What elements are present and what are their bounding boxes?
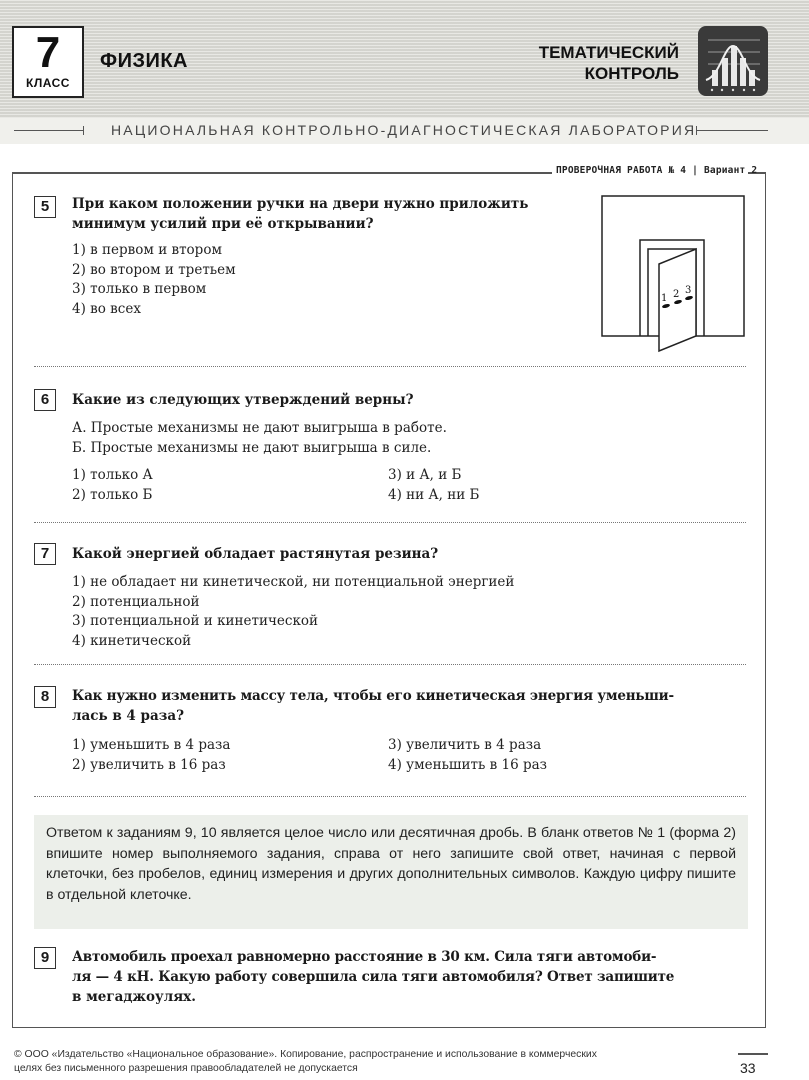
control-title-line2: КОНТРОЛЬ <box>584 64 679 83</box>
copyright-footer <box>14 1048 694 1076</box>
question-6-statement-a: А. Простые механизмы не дают выигрыша в работе. <box>72 420 447 436</box>
question-8-option-3[interactable]: 3) увеличить в 4 раза <box>388 737 542 753</box>
question-5-text: При каком положении ручки на двери нужно приложить минимум усилий при её открывании? <box>72 196 529 232</box>
door-figure <box>600 194 748 354</box>
page-number-rule <box>738 1053 768 1055</box>
question-number-9: 9 <box>34 947 56 969</box>
svg-text:2: 2 <box>673 289 680 300</box>
question-7-option-2[interactable]: 2) потенциальной <box>72 593 200 610</box>
svg-text:1: 1 <box>661 293 668 304</box>
question-5-option-2[interactable]: 2) во втором и третьем <box>72 261 236 278</box>
laboratory-row <box>0 118 809 144</box>
question-9-text-line3: в мегаджоулях. <box>72 989 196 1005</box>
question-5-option-4[interactable]: 4) во всех <box>72 300 141 317</box>
laboratory-name: НАЦИОНАЛЬНАЯ КОНТРОЛЬНО-ДИАГНОСТИЧЕСКАЯ ЛАБОРАТОРИЯ <box>111 122 697 138</box>
question-divider <box>34 366 746 367</box>
question-7-option-3[interactable]: 3) потенциальной и кинетической <box>72 613 319 629</box>
question-7-option-1[interactable]: 1) не обладает ни кинетической, ни потенциальной энергией <box>72 574 515 590</box>
grade-number: 7 <box>35 28 61 77</box>
question-number-5: 5 <box>34 196 56 218</box>
question-8-option-4[interactable]: 4) уменьшить в 16 раз <box>388 756 548 773</box>
question-number-6: 6 <box>34 389 56 411</box>
copyright-line1: © ООО «Издательство «Национальное образование». Копирование, распространение и использование в коммерческих <box>14 1049 597 1060</box>
frame-top-border <box>12 172 552 174</box>
svg-text:3: 3 <box>685 285 692 296</box>
question-divider <box>34 796 746 797</box>
question-divider <box>34 664 746 665</box>
question-6-statement-b: Б. Простые механизмы не дают выигрыша в силе. <box>72 439 432 456</box>
control-title-line1: ТЕМАТИЧЕСКИЙ <box>538 43 679 62</box>
subject-title: ФИЗИКА <box>100 50 188 72</box>
question-8-option-1[interactable]: 1) уменьшить в 4 раза <box>72 737 231 753</box>
question-7-text: Какой энергией обладает растянутая резина? <box>72 546 439 562</box>
question-9-text-line2: ля — 4 кН. Какую работу совершила сила тяги автомобиля? Ответ запишите <box>72 969 675 985</box>
grade-badge <box>12 26 84 98</box>
question-6-option-1[interactable]: 1) только А <box>72 467 153 483</box>
control-title <box>539 42 679 84</box>
page-number: 33 <box>740 1060 756 1076</box>
question-9-text-line1: Автомобиль проехал равномерно расстояние в 30 км. Сила тяги автомоби- <box>72 949 657 965</box>
question-number-7: 7 <box>34 543 56 565</box>
question-8-text-line2: лась в 4 раза? <box>72 708 184 724</box>
divider <box>14 130 84 131</box>
bell-curve-chart-icon <box>698 26 768 96</box>
divider <box>696 130 768 131</box>
grade-label: КЛАСС <box>26 76 70 90</box>
question-5-option-1[interactable]: 1) в первом и втором <box>72 242 222 258</box>
question-number-8: 8 <box>34 686 56 708</box>
question-6-text: Какие из следующих утверждений верны? <box>72 392 414 408</box>
answer-instructions-box: Ответом к заданиям 9, 10 является целое число или десятичная дробь. В бланк ответов № 1 (форма 2) впишите номер выполняемого задания, справа от него запишите свой ответ, начиная с первой клеточки, без пробелов, единиц измерения и других дополнительных символов. Каждую цифру пишите в отдельной клеточке. <box>34 815 748 929</box>
question-divider <box>34 522 746 523</box>
question-5-option-3[interactable]: 3) только в первом <box>72 281 207 297</box>
question-7-option-4[interactable]: 4) кинетической <box>72 632 192 649</box>
question-6-option-2[interactable]: 2) только Б <box>72 486 153 503</box>
work-variant-label: ПРОВЕРОЧНАЯ РАБОТА № 4 | Вариант 2 <box>556 165 758 176</box>
question-8-text-line1: Как нужно изменить массу тела, чтобы его кинетическая энергия уменьши- <box>72 688 674 704</box>
question-6-option-4[interactable]: 4) ни А, ни Б <box>388 486 480 503</box>
copyright-line2: целях без письменного разрешения правообладателей не допускается <box>14 1063 358 1074</box>
question-8-option-2[interactable]: 2) увеличить в 16 раз <box>72 756 226 773</box>
question-6-option-3[interactable]: 3) и А, и Б <box>388 467 462 483</box>
